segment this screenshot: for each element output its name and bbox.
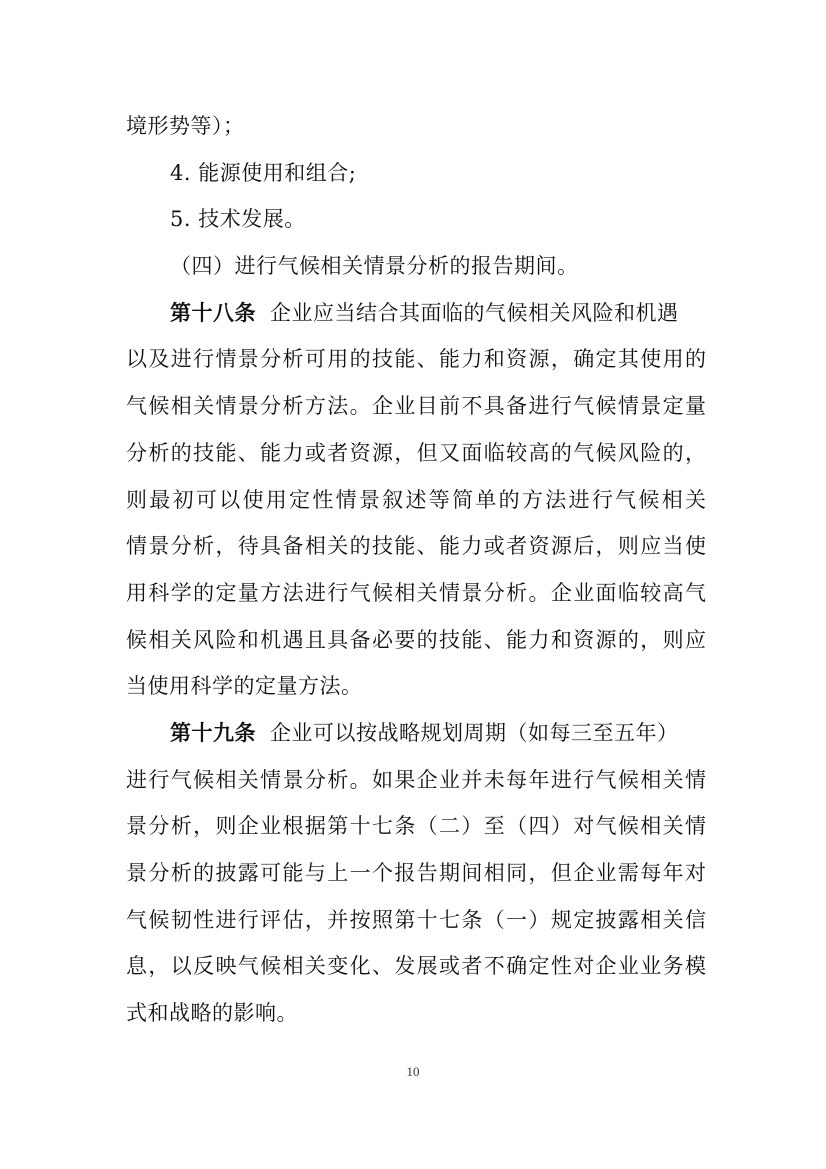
article-19-last-line: 式和战略的影响。 — [126, 1001, 298, 1026]
article-18-first-line — [126, 290, 706, 337]
article-18-text: 企业应当结合其面临的气候相关风险和机遇 — [270, 300, 679, 325]
article-18-heading: 第十八条 — [170, 299, 256, 325]
article-18-line: 候相关风险和机遇且具备必要的技能、能力和资源的，则应 — [126, 627, 706, 652]
article-19-line: 景分析的披露可能与上一个报告期间相同，但企业需每年对 — [126, 861, 706, 885]
list-item-4: 4. 能源使用和组合; — [170, 160, 357, 185]
article-19-heading: 第十九条 — [170, 719, 256, 745]
article-19-line: 进行气候相关情景分析。如果企业并未每年进行气候相关情 — [126, 767, 706, 792]
text-line: 境形势等）； — [126, 114, 245, 138]
article-18-line: 气候相关情景分析方法。企业目前不具备进行气候情景定量 — [126, 394, 706, 419]
list-item-5: 5. 技术发展。 — [170, 207, 306, 232]
article-19-line: 息，以反映气候相关变化、发展或者不确定性对企业业务模 — [126, 954, 706, 979]
body-text — [126, 103, 706, 1037]
article-19-first-line — [126, 710, 706, 757]
list-item-four: （四）进行气候相关情景分析的报告期间。 — [170, 254, 579, 279]
article-18-line: 情景分析，待具备相关的技能、能力或者资源后，则应当使 — [126, 534, 706, 559]
article-18-line: 用科学的定量方法进行气候相关情景分析。企业面临较高气 — [126, 580, 706, 605]
article-19-line: 气候韧性进行评估，并按照第十七条（一）规定披露相关信 — [126, 907, 706, 932]
page-number: 10 — [406, 1064, 420, 1079]
article-18-line: 则最初可以使用定性情景叙述等简单的方法进行气候相关 — [126, 487, 706, 512]
article-18-line: 分析的技能、能力或者资源，但又面临较高的气候风险的， — [126, 440, 706, 465]
article-18-line: 以及进行情景分析可用的技能、能力和资源，确定其使用的 — [126, 347, 706, 372]
article-19-text: 企业可以按战略规划周期（如每三至五年） — [270, 720, 679, 745]
article-18-last-line: 当使用科学的定量方法。 — [126, 674, 363, 699]
article-19-line: 景分析，则企业根据第十七条（二）至（四）对气候相关情 — [126, 814, 706, 839]
